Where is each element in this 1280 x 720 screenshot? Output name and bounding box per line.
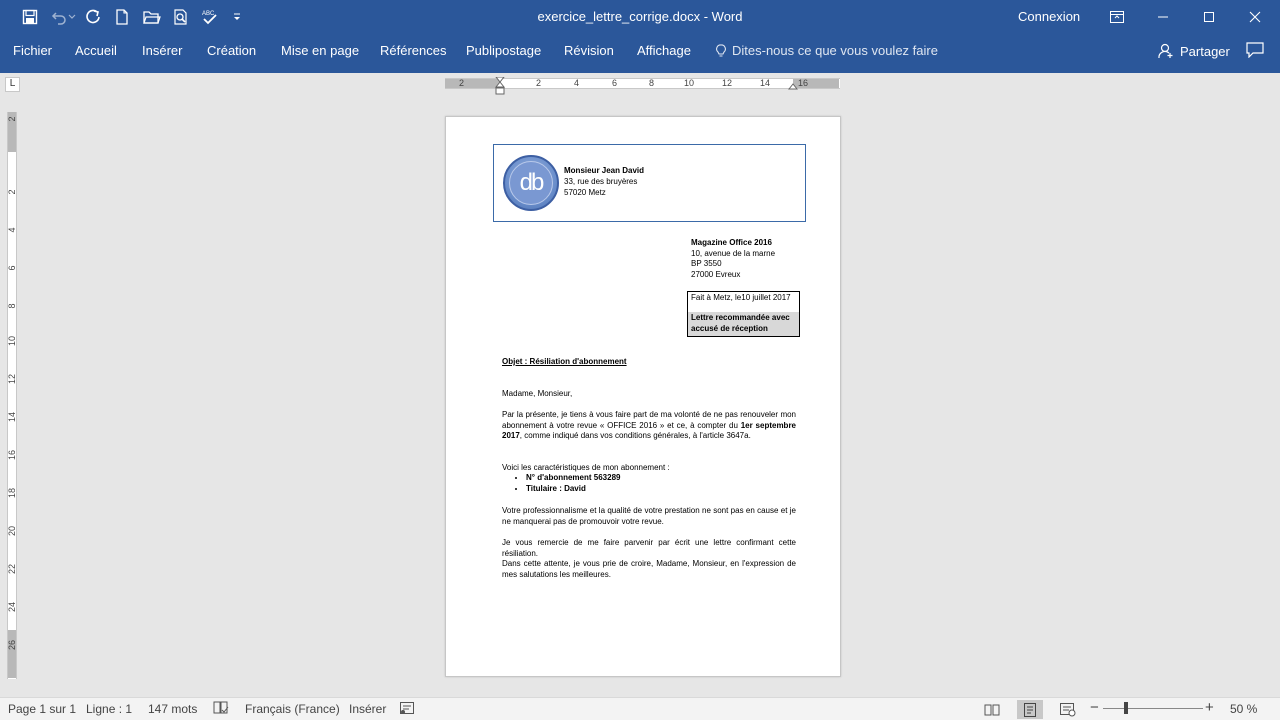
ruler-label: 6 xyxy=(612,78,618,88)
close-icon[interactable] xyxy=(1232,0,1278,34)
ruler-label: 10 xyxy=(684,78,695,88)
tab-revision[interactable]: Révision xyxy=(564,43,614,58)
ruler-label: 8 xyxy=(649,78,655,88)
ruler-label: 2 xyxy=(7,189,17,195)
paragraph-1-end: , comme indiqué dans vos conditions générales, à l'article 3647a. xyxy=(519,431,751,440)
document-page[interactable] xyxy=(445,116,841,677)
ruler-label: 12 xyxy=(722,78,733,88)
web-layout-icon[interactable] xyxy=(1055,700,1081,719)
tab-references[interactable]: Références xyxy=(380,43,447,58)
print-layout-icon[interactable] xyxy=(1017,700,1043,719)
zoom-level[interactable]: 50 % xyxy=(1230,702,1258,716)
user-icon xyxy=(1158,43,1174,59)
list-item: • Titulaire : David xyxy=(526,484,620,495)
indent-marker-icon[interactable] xyxy=(495,77,505,97)
ruler-bottom-margin xyxy=(8,630,16,678)
sender-city: 57020 Metz xyxy=(564,188,606,197)
ruler-label: 22 xyxy=(7,563,17,574)
logo-text: db xyxy=(509,161,553,205)
ruler-label: 20 xyxy=(7,525,17,536)
tab-stop-selector[interactable]: L xyxy=(5,77,20,92)
print-preview-icon[interactable] xyxy=(170,6,192,28)
ruler-label: 2 xyxy=(7,116,17,122)
maximize-icon[interactable] xyxy=(1186,0,1232,34)
tell-me-text: Dites-nous ce que vous voulez faire xyxy=(732,43,938,58)
registered-mail-line-2: accusé de réception xyxy=(691,323,768,333)
ruler-label: 2 xyxy=(536,78,542,88)
paragraph-1-date: 1er septembre 2017 xyxy=(502,420,797,440)
redo-icon[interactable] xyxy=(82,6,104,28)
word-count[interactable]: 147 mots xyxy=(148,702,198,716)
date-box xyxy=(687,291,800,337)
ruler-label: 14 xyxy=(760,78,771,88)
undo-dropdown-icon[interactable] xyxy=(66,6,78,28)
tab-accueil[interactable]: Accueil xyxy=(75,43,117,58)
status-bar xyxy=(0,697,1280,720)
title-separator: - xyxy=(700,9,712,24)
ribbon-display-options-icon[interactable] xyxy=(1094,0,1140,34)
open-folder-icon[interactable] xyxy=(141,6,163,28)
letterhead-box xyxy=(493,144,806,222)
sender-address xyxy=(564,165,644,198)
ruler-label: 10 xyxy=(7,335,17,346)
recipient-street: 10, avenue de la marne xyxy=(691,248,776,258)
vertical-ruler[interactable] xyxy=(7,112,17,679)
right-indent-marker-icon[interactable] xyxy=(788,82,798,90)
document-name: exercice_lettre_corrige.docx xyxy=(537,9,701,24)
date-line: Fait à Metz, le10 juillet 2017 xyxy=(691,293,791,302)
minimize-icon[interactable] xyxy=(1140,0,1186,34)
registered-mail-line-1: Lettre recommandée avec xyxy=(691,313,790,322)
ruler-label: 6 xyxy=(7,265,17,271)
save-icon[interactable] xyxy=(19,6,41,28)
tab-fichier[interactable]: Fichier xyxy=(13,43,53,58)
ruler-label: 16 xyxy=(7,449,17,460)
line-number[interactable]: Ligne : 1 xyxy=(86,702,133,716)
window-title xyxy=(0,9,1280,24)
title-bar xyxy=(0,0,1280,34)
ruler-label: 2 xyxy=(459,78,465,88)
svg-text:ABC: ABC xyxy=(202,11,215,17)
subscription-details-list xyxy=(526,473,620,494)
recipient-city: 27000 Evreux xyxy=(691,269,741,279)
zoom-slider[interactable] xyxy=(1103,708,1203,709)
page-count[interactable]: Page 1 sur 1 xyxy=(8,702,77,716)
zoom-in-icon[interactable]: + xyxy=(1205,699,1214,716)
customize-quick-access-icon[interactable] xyxy=(228,6,246,28)
list-item: • N° d'abonnement 563289 xyxy=(526,473,620,484)
recipient-bp: BP 3550 xyxy=(691,259,722,268)
ruler-label: 16 xyxy=(798,78,809,88)
ruler-label: 24 xyxy=(7,601,17,612)
ruler-label: 12 xyxy=(7,373,17,384)
ruler-label: 18 xyxy=(7,487,17,498)
paragraph-1 xyxy=(502,410,796,442)
tab-inserer[interactable]: Insérer xyxy=(142,43,183,58)
paragraph-4: Je vous remercie de me faire parvenir par écrit une lettre confirmant cette résiliation. xyxy=(502,538,796,558)
tab-affichage[interactable]: Affichage xyxy=(637,43,691,58)
insert-mode[interactable]: Insérer xyxy=(349,702,387,716)
letter-subject: Objet : Résiliation d'abonnement xyxy=(502,357,627,366)
sender-name: Monsieur Jean David xyxy=(564,166,645,175)
spelling-check-icon[interactable] xyxy=(199,6,221,28)
registered-mail-notice xyxy=(688,312,799,336)
ruler-label: 4 xyxy=(7,227,17,233)
paragraph-3: Votre professionnalisme et la qualité de votre prestation ne sont pas en cause et je ne manquerai pas de promouvoir votre revue. xyxy=(502,506,796,526)
macro-recording-icon[interactable] xyxy=(400,701,414,718)
read-mode-icon[interactable] xyxy=(979,700,1005,719)
ruler-label: 4 xyxy=(574,78,580,88)
ruler-label: 26 xyxy=(7,639,17,650)
new-document-icon[interactable] xyxy=(111,6,133,28)
lightbulb-icon xyxy=(716,44,726,58)
ribbon-tabs xyxy=(0,34,1280,73)
paragraph-5: Dans cette attente, je vous prie de croire, Madame, Monsieur, en l'expression de mes salutations les meilleures. xyxy=(502,559,796,579)
ruler-left-margin xyxy=(445,79,500,88)
app-name: Word xyxy=(711,9,743,24)
tab-creation[interactable]: Création xyxy=(207,43,257,58)
tell-me-search[interactable] xyxy=(716,43,938,58)
recipient-address xyxy=(691,238,775,280)
language-indicator[interactable]: Français (France) xyxy=(245,702,340,716)
zoom-slider-thumb[interactable] xyxy=(1124,702,1128,714)
ruler-label: 8 xyxy=(7,303,17,309)
comments-icon[interactable] xyxy=(1246,42,1266,62)
company-logo xyxy=(503,155,559,211)
salutation: Madame, Monsieur, xyxy=(502,389,573,398)
proofing-icon[interactable] xyxy=(213,701,229,718)
share-button[interactable] xyxy=(1158,43,1230,59)
zoom-out-icon[interactable]: − xyxy=(1090,699,1099,716)
login-button[interactable]: Connexion xyxy=(1018,9,1081,24)
tab-mise-en-page[interactable]: Mise en page xyxy=(281,43,360,58)
sender-street: 33, rue des bruyères xyxy=(564,177,638,186)
tab-publipostage[interactable]: Publipostage xyxy=(466,43,542,58)
paragraph-1-start: Par la présente, je tiens à vous faire part de ma volonté de ne pas renouveler mon abonnement à votre revue « OFFICE 2016 » et ce, à compter du xyxy=(502,410,796,430)
share-label: Partager xyxy=(1180,43,1230,59)
ruler-label: 14 xyxy=(7,411,17,422)
paragraph-2: Voici les caractéristiques de mon abonnement : xyxy=(502,463,670,472)
horizontal-ruler[interactable] xyxy=(445,78,840,89)
recipient-name: Magazine Office 2016 xyxy=(691,238,772,247)
